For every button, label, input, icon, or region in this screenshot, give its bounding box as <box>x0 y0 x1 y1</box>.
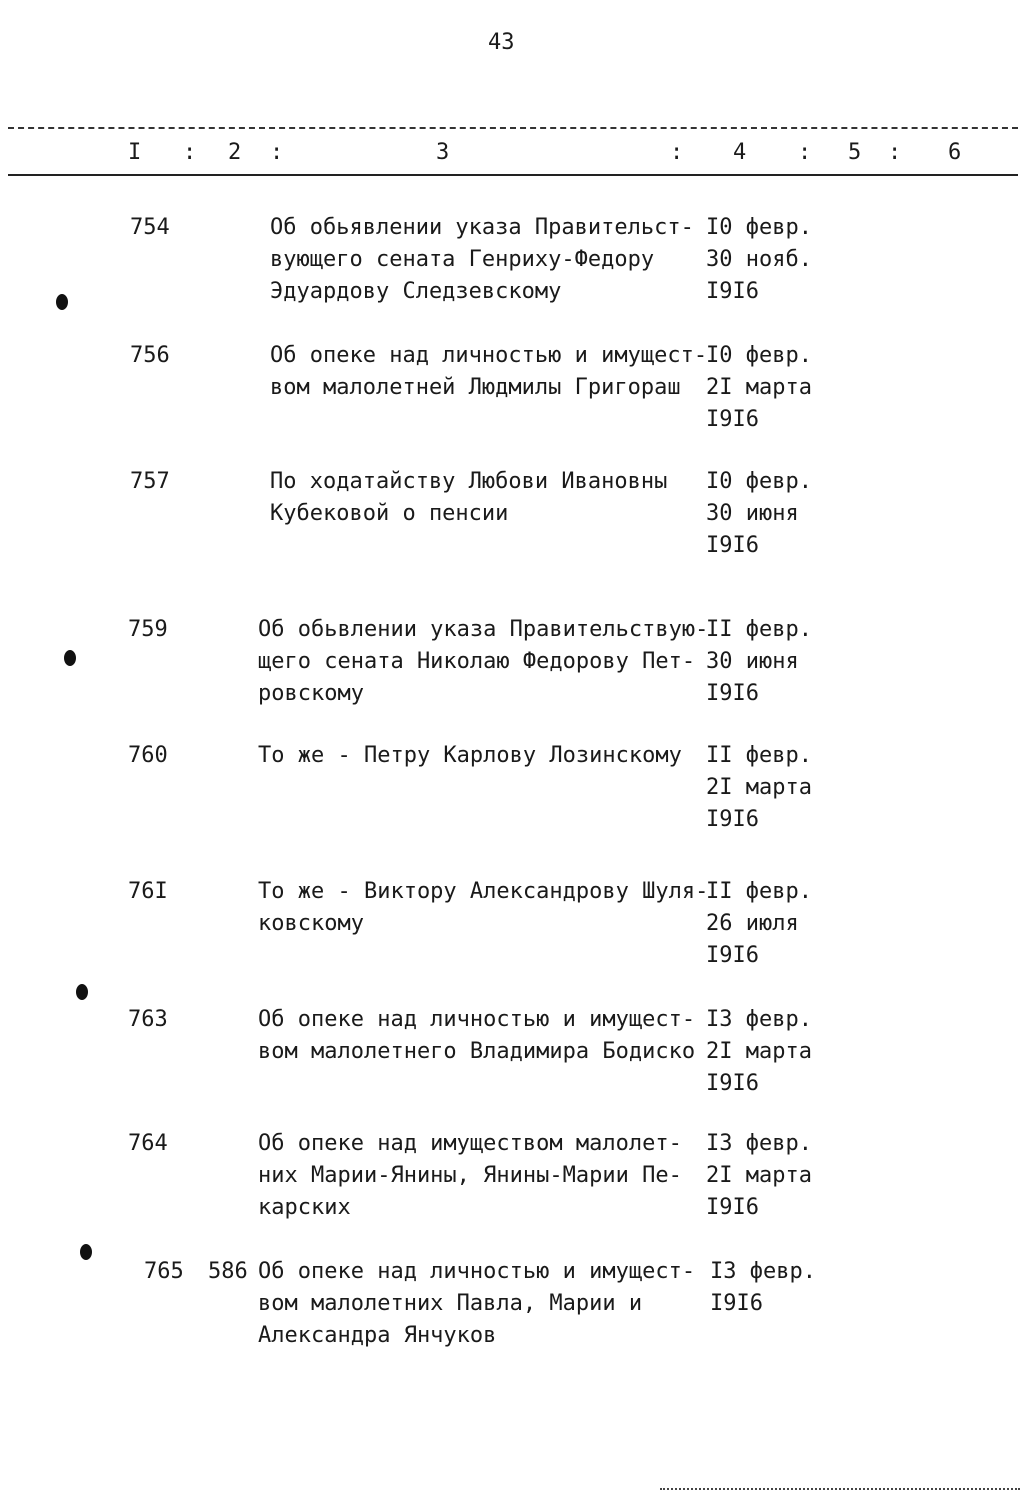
record-secondary-number: 586 <box>208 1259 248 1284</box>
punch-hole-mark <box>64 650 76 666</box>
header-sep: : <box>270 140 284 165</box>
record-description-line: Кубековой о пенсии <box>270 501 509 526</box>
record-description-line: ковскому <box>258 911 364 936</box>
record-description-line: Об обьвлении указа Правительствую- <box>258 617 709 642</box>
record-date-line: 30 июня <box>706 501 799 526</box>
punch-hole-mark <box>56 294 68 310</box>
header-col-3: 3 <box>436 140 450 165</box>
record-number: 757 <box>130 469 170 494</box>
record-number: 764 <box>128 1131 168 1156</box>
header-sep: : <box>888 140 902 165</box>
record-date-line: 30 нояб. <box>706 247 812 272</box>
record-date-line: I9I6 <box>706 681 759 706</box>
record-description-line: Эдуардову Следзевскому <box>270 279 562 304</box>
header-col-2: 2 <box>228 140 242 165</box>
record-date-line: II февр. <box>706 617 812 642</box>
record-description-line: Об опеке над личностью и имущест- <box>258 1007 696 1032</box>
record-description-line: Об опеке над имуществом малолет- <box>258 1131 682 1156</box>
header-sep: : <box>798 140 812 165</box>
record-date-line: I9I6 <box>710 1291 763 1316</box>
record-number: 754 <box>130 215 170 240</box>
record-date-line: I9I6 <box>706 279 759 304</box>
record-description-line: Об обьявлении указа Правительст- <box>270 215 694 240</box>
header-bottom-rule <box>8 174 1018 176</box>
punch-hole-mark <box>80 1244 92 1260</box>
record-description-line: вующего сената Генриху-Федору <box>270 247 655 272</box>
record-date-line: 2I марта <box>706 1163 812 1188</box>
record-description-line: вом малолетнего Владимира Бодиско <box>258 1039 696 1064</box>
header-col-1: I <box>128 140 142 165</box>
record-description-line: Об опеке над личностью и имущест- <box>258 1259 696 1284</box>
record-description-line: карских <box>258 1195 351 1220</box>
bottom-dotted-rule <box>660 1488 1020 1490</box>
record-date-line: 30 июня <box>706 649 799 674</box>
header-top-rule <box>8 127 1018 129</box>
record-date-line: I0 февр. <box>706 469 812 494</box>
header-sep: : <box>183 140 197 165</box>
record-date-line: II февр. <box>706 743 812 768</box>
record-description-line: Александра Янчуков <box>258 1323 497 1348</box>
record-date-line: II февр. <box>706 879 812 904</box>
record-date-line: I3 февр. <box>706 1131 812 1156</box>
record-description-line: То же - Виктору Александрову Шуля- <box>258 879 709 904</box>
record-description-line: щего сената Николаю Федорову Пет- <box>258 649 696 674</box>
header-sep: : <box>670 140 684 165</box>
punch-hole-mark <box>76 984 88 1000</box>
record-number: 759 <box>128 617 168 642</box>
record-description-line: Об опеке над личностью и имущест- <box>270 343 708 368</box>
record-number: 756 <box>130 343 170 368</box>
record-number: 765 <box>144 1259 184 1284</box>
record-description-line: По ходатайству Любови Ивановны <box>270 469 668 494</box>
record-description-line: вом малолетней Людмилы Григораш <box>270 375 681 400</box>
record-number: 763 <box>128 1007 168 1032</box>
record-date-line: I3 февр. <box>706 1007 812 1032</box>
page-number: 43 <box>488 30 515 55</box>
record-date-line: I9I6 <box>706 1195 759 1220</box>
record-date-line: I0 февр. <box>706 343 812 368</box>
header-col-4: 4 <box>733 140 747 165</box>
record-number: 76I <box>128 879 168 904</box>
record-date-line: I0 февр. <box>706 215 812 240</box>
record-date-line: 2I марта <box>706 775 812 800</box>
record-date-line: 2I марта <box>706 1039 812 1064</box>
record-description-line: них Марии-Янины, Янины-Марии Пе- <box>258 1163 682 1188</box>
record-number: 760 <box>128 743 168 768</box>
record-date-line: I9I6 <box>706 943 759 968</box>
record-date-line: I9I6 <box>706 407 759 432</box>
record-date-line: 26 июля <box>706 911 799 936</box>
record-date-line: I9I6 <box>706 533 759 558</box>
record-description-line: вом малолетних Павла, Марии и <box>258 1291 643 1316</box>
header-col-6: 6 <box>948 140 962 165</box>
record-date-line: I3 февр. <box>710 1259 816 1284</box>
header-col-5: 5 <box>848 140 862 165</box>
record-date-line: 2I марта <box>706 375 812 400</box>
record-date-line: I9I6 <box>706 807 759 832</box>
record-date-line: I9I6 <box>706 1071 759 1096</box>
record-description-line: То же - Петру Карлову Лозинскому <box>258 743 682 768</box>
record-description-line: ровскому <box>258 681 364 706</box>
